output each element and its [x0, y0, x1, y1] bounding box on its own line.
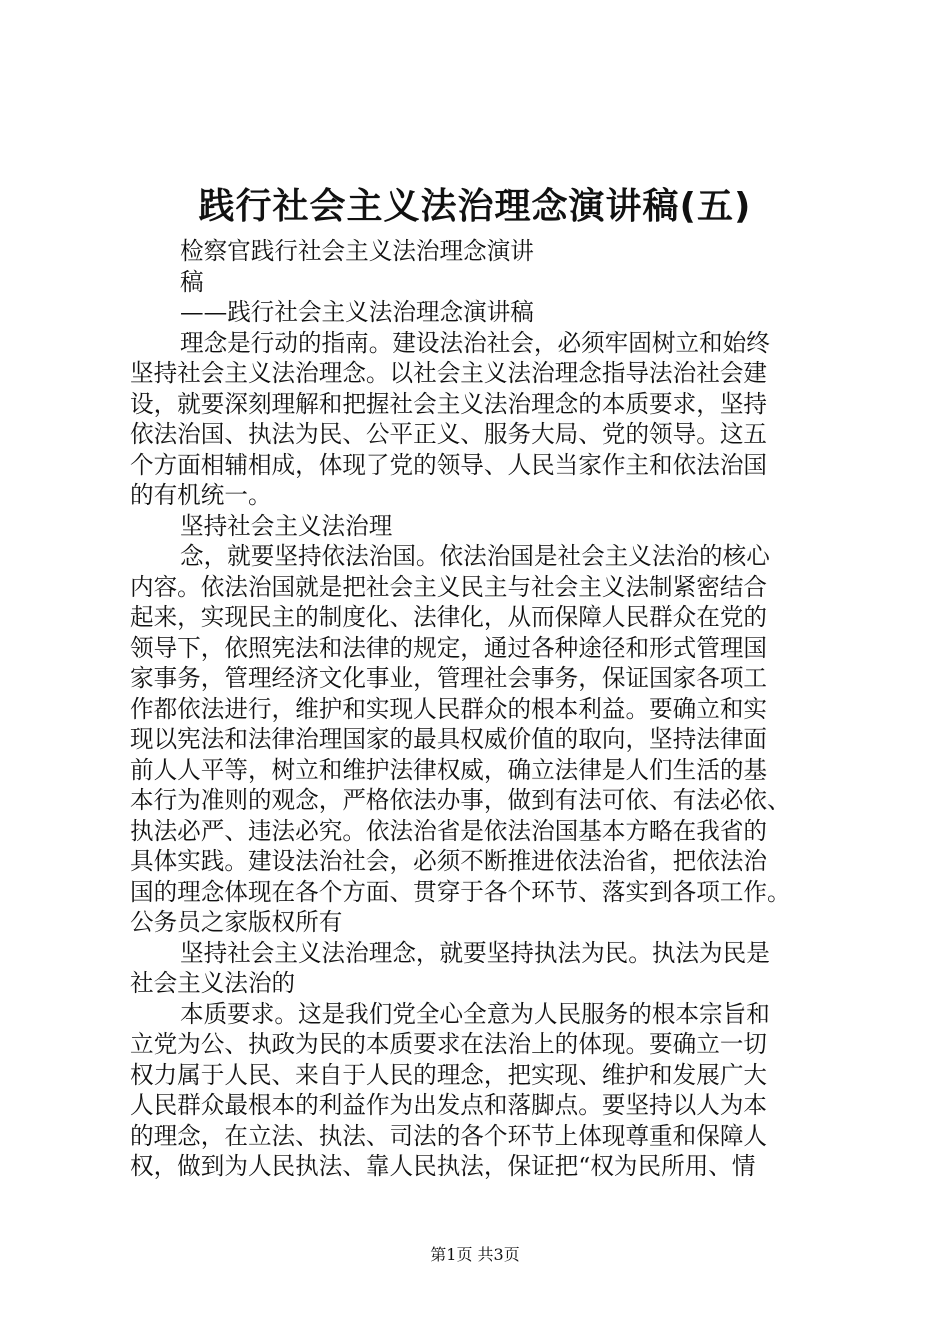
text-line: 个方面相辅相成，体现了党的领导、人民当家作主和依法治国 — [130, 450, 768, 479]
text-line: 本质要求。这是我们党全心全意为人民服务的根本宗旨和 — [180, 999, 770, 1028]
text-line: 稿 — [180, 267, 204, 296]
text-line: 社会主义法治的 — [130, 969, 296, 997]
text-line: 国的理念体现在各个方面、贯穿于各个环节、落实到各项工作。 — [130, 877, 791, 906]
text-line: 立党为公、执政为民的本质要求在法治上的体现。要确立一切 — [130, 1030, 768, 1058]
text-line: 坚持社会主义法治理念，就要坚持执法为民。执法为民是 — [180, 938, 770, 967]
text-line: ——践行社会主义法治理念演讲稿 — [180, 298, 534, 326]
text-line: 权，做到为人民执法、靠人民执法，保证把“权为民所用、情 — [130, 1152, 756, 1180]
document-body — [130, 236, 830, 1182]
text-line: 本行为准则的观念，严格依法办事，做到有法可依、有法必依、 — [130, 786, 791, 814]
text-line: 坚持社会主义法治理念。以社会主义法治理念指导法治社会建 — [130, 359, 768, 387]
text-line: 家事务，管理经济文化事业，管理社会事务，保证国家各项工 — [130, 664, 768, 692]
text-line: 现以宪法和法律治理国家的最具权威价值的取向，坚持法律面 — [130, 725, 768, 753]
text-line: 内容。依法治国就是把社会主义民主与社会主义法制紧密结合 — [130, 572, 768, 601]
text-line: 公务员之家版权所有 — [130, 908, 343, 936]
text-line: 起来，实现民主的制度化、法律化，从而保障人民群众在党的 — [130, 603, 768, 631]
document-title: 践行社会主义法治理念演讲稿(五) — [198, 186, 752, 227]
text-line: 前人人平等，树立和维护法律权威，确立法律是人们生活的基 — [130, 755, 768, 784]
text-line: 念，就要坚持依法治国。依法治国是社会主义法治的核心 — [180, 542, 770, 570]
page-footer: 第1页 共3页 — [430, 1245, 520, 1264]
text-line: 具体实践。建设法治社会，必须不断推进依法治省，把依法治 — [130, 847, 768, 875]
text-line: 检察官践行社会主义法治理念演讲 — [180, 237, 534, 265]
text-line: 设，就要深刻理解和把握社会主义法治理念的本质要求，坚持 — [130, 389, 768, 418]
text-line: 理念是行动的指南。建设法治社会，必须牢固树立和始终 — [180, 328, 770, 357]
text-line: 的有机统一。 — [130, 481, 272, 509]
text-line: 坚持社会主义法治理 — [180, 511, 393, 540]
text-line: 执法必严、违法必究。依法治省是依法治国基本方略在我省的 — [130, 816, 768, 845]
text-line: 领导下，依照宪法和法律的规定，通过各种途径和形式管理国 — [130, 633, 768, 662]
text-line: 依法治国、执法为民、公平正义、服务大局、党的领导。这五 — [130, 420, 768, 448]
text-line: 权力属于人民、来自于人民的理念，把实现、维护和发展广大 — [130, 1060, 768, 1089]
text-line: 的理念，在立法、执法、司法的各个环节上体现尊重和保障人 — [130, 1121, 768, 1150]
text-line: 作都依法进行，维护和实现人民群众的根本利益。要确立和实 — [130, 694, 768, 723]
text-line: 人民群众最根本的利益作为出发点和落脚点。要坚持以人为本 — [130, 1091, 768, 1119]
